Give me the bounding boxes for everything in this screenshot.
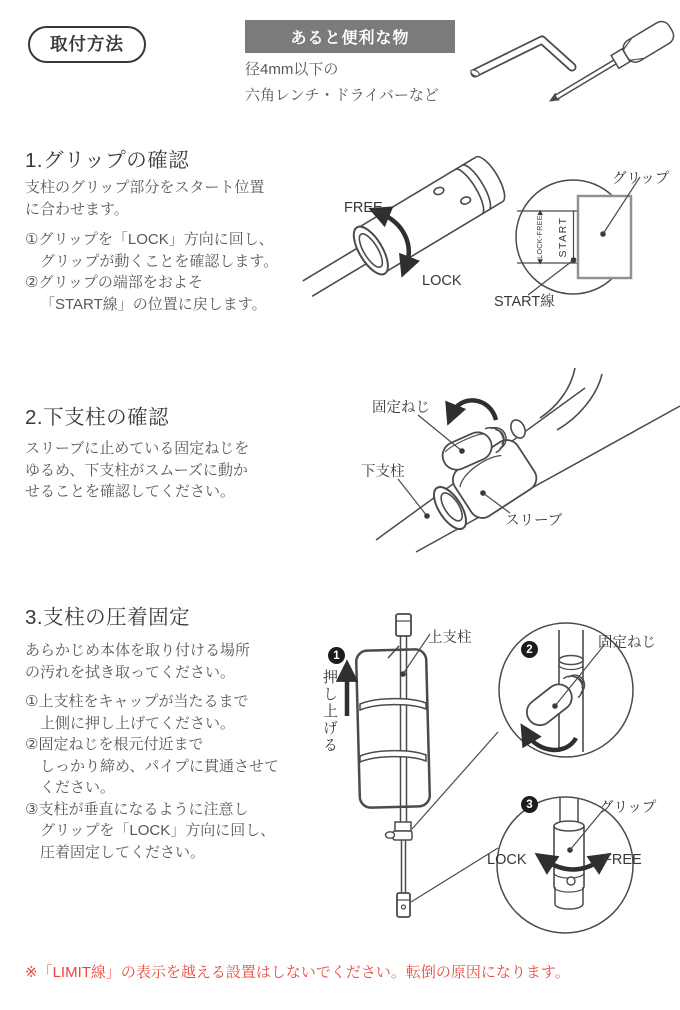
tools-illustration xyxy=(455,10,680,110)
paragraph-line: ゆるめ、下支柱がスムーズに動か xyxy=(25,461,248,479)
step-line: ③支柱が垂直になるように注意し xyxy=(25,800,249,818)
step-line: しっかり締め、パイプに貫通させて xyxy=(40,757,279,775)
upper-pole-label: 上支柱 xyxy=(428,630,472,646)
step3-badge: 3 xyxy=(521,796,538,813)
paragraph-line: の汚れを拭き取ってください。 xyxy=(25,663,236,681)
section1-paragraph xyxy=(25,177,264,220)
lower-pole-label: 下支柱 xyxy=(361,464,405,480)
hex-wrench-icon xyxy=(470,40,572,77)
section3-heading: 3.支柱の圧着固定 xyxy=(25,606,191,629)
dial-start-text: START xyxy=(557,216,569,258)
paragraph-line: に合わせます。 xyxy=(25,200,129,218)
sleeve-label: スリーブ xyxy=(505,513,563,529)
step-line: グリップを「LOCK」方向に回し、 xyxy=(40,822,276,839)
paragraph-line: 支柱のグリップ部分をスタート位置 xyxy=(25,179,265,196)
section3-steps xyxy=(25,691,279,863)
section3-paragraph xyxy=(25,640,250,683)
step-line: グリップが動くことを確認します。 xyxy=(40,252,279,270)
tool-note-line: 六角レンチ・ドライバーなど xyxy=(245,87,439,104)
step-line: ①グリップを「LOCK」方向に回し、 xyxy=(25,231,274,248)
set-screw-label-2: 固定ねじ xyxy=(598,635,656,651)
free-label: FREE xyxy=(344,200,383,216)
step-line: ください。 xyxy=(40,779,116,796)
useful-items-banner: あると便利な物 xyxy=(245,20,455,53)
step-line: 圧着固定してください。 xyxy=(40,843,206,861)
grip-label-2: グリップ xyxy=(599,800,657,816)
upper-bent-pipe xyxy=(508,368,602,440)
step-line: 上側に押し上げてください。 xyxy=(40,714,236,732)
section-title-badge: 取付方法 xyxy=(28,26,146,63)
step-line: 「START線」の位置に戻します。 xyxy=(40,295,267,313)
set-screw-label: 固定ねじ xyxy=(372,400,430,416)
start-line-label: START線 xyxy=(494,294,555,310)
section2-paragraph xyxy=(25,438,249,503)
section1-heading: 1.グリップの確認 xyxy=(25,149,190,172)
grip-detail-circle xyxy=(516,177,640,295)
limit-line-warning: ※「LIMIT線」の表示を越える設置はしないでください。転倒の原因になります。 xyxy=(25,964,570,981)
push-up-label: 押し上げる xyxy=(321,669,338,754)
step1-badge: 1 xyxy=(328,647,345,664)
free-label-2: FREE xyxy=(603,852,642,868)
lock-label: LOCK xyxy=(422,273,462,289)
grip-label: グリップ xyxy=(612,171,670,187)
loosen-arrow xyxy=(452,400,496,420)
dial-scale-text: ◀LOCK-FREE▶ xyxy=(537,209,544,265)
tool-note-line: 径4mm以下の xyxy=(245,61,339,78)
step-line: ②固定ねじを根元付近まで xyxy=(25,736,204,753)
paragraph-line: あらかじめ本体を取り付ける場所 xyxy=(25,642,251,659)
rack-unit xyxy=(356,614,430,917)
step-line: ①上支柱をキャップが当たるまで xyxy=(25,693,249,710)
step2-badge: 2 xyxy=(521,641,538,658)
paragraph-line: スリーブに止めている固定ねじを xyxy=(25,440,250,457)
tighten-arrow xyxy=(527,734,576,750)
step-line: ②グリップの端部をおよそ xyxy=(25,274,203,291)
lock-label-2: LOCK xyxy=(487,852,527,868)
tool-note xyxy=(245,59,439,111)
section2-heading: 2.下支柱の確認 xyxy=(25,406,170,429)
screwdriver-icon xyxy=(543,18,677,112)
paragraph-line: せることを確認してください。 xyxy=(25,483,236,500)
section1-steps xyxy=(25,229,278,315)
